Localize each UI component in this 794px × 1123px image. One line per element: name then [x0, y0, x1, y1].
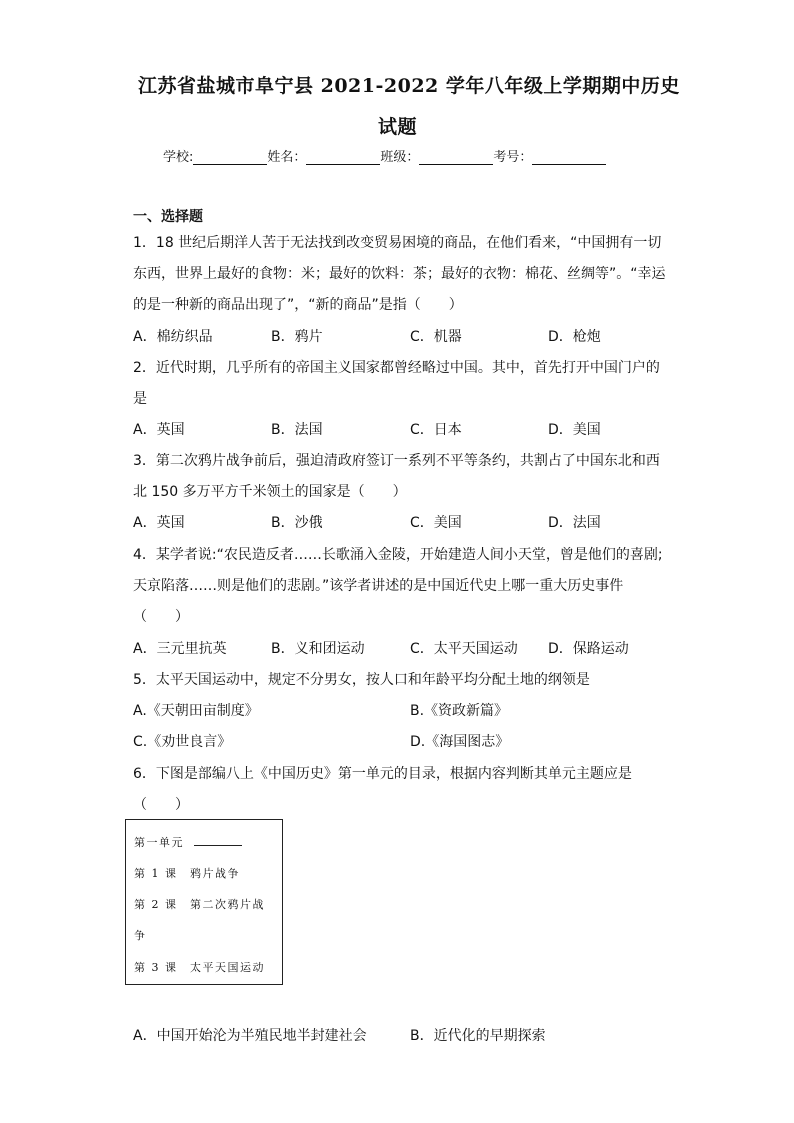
school-field[interactable]	[193, 150, 267, 165]
question-3-option-a[interactable]: A．英国	[133, 515, 185, 531]
document-title-line1: 江苏省盐城市阜宁县 2021-2022 学年八年级上学期期中历史	[138, 75, 680, 97]
question-5-option-a[interactable]: A.《天朝田亩制度》	[133, 703, 259, 719]
question-1-option-d[interactable]: D．枪炮	[548, 329, 601, 345]
question-6-line-1: 6．下图是部编八上《中国历史》第一单元的目录，根据内容判断其单元主题应是	[133, 766, 632, 782]
question-2-option-a[interactable]: A．英国	[133, 422, 185, 438]
question-4-option-d[interactable]: D．保路运动	[548, 641, 629, 657]
id-field[interactable]	[532, 150, 606, 165]
toc-lesson-1: 第 1 课 鸦片战争	[134, 867, 240, 880]
question-1-line-1: 1．18 世纪后期洋人苦于无法找到改变贸易困境的商品，在他们看来，“中国拥有一切	[133, 235, 662, 251]
toc-unit-heading: 第一单元	[134, 834, 242, 850]
question-1-option-b[interactable]: B．鸦片	[271, 329, 323, 345]
toc-lesson-3: 第 3 课 太平天国运动	[134, 961, 265, 974]
question-4-line-2: 天京陷落……则是他们的悲剧。”该学者讲述的是中国近代史上哪一重大历史事件	[133, 578, 624, 594]
school-label: 学校:	[163, 150, 194, 165]
question-2-line-2: 是	[133, 391, 147, 407]
question-6-option-b[interactable]: B．近代化的早期探索	[410, 1028, 546, 1044]
question-1-line-3: 的是一种新的商品出现了”，“新的商品”是指（ ）	[133, 297, 463, 313]
toc-lesson-2-continued: 争	[134, 929, 147, 942]
question-3-option-c[interactable]: C．美国	[410, 515, 462, 531]
toc-unit-blank	[194, 835, 242, 846]
question-1-option-a[interactable]: A．棉纺织品	[133, 329, 213, 345]
question-1-line-2: 东西，世界上最好的食物：米；最好的饮料：茶；最好的衣物：棉花、丝绸等”。“幸运	[133, 266, 666, 282]
document-title-line2: 试题	[378, 116, 418, 138]
student-info-row	[163, 146, 606, 165]
question-2-option-d[interactable]: D．美国	[548, 422, 601, 438]
section-heading: 一、选择题	[133, 209, 203, 225]
question-4-option-b[interactable]: B．义和团运动	[271, 641, 365, 657]
class-label: 班级：	[380, 150, 420, 165]
question-4-line-1: 4．某学者说:“农民造反者……长歌涌入金陵，开始建造人间小天堂，曾是他们的喜剧;	[133, 547, 663, 563]
toc-lesson-2: 第 2 课 第二次鸦片战	[134, 898, 265, 911]
unit-table-of-contents	[125, 819, 283, 985]
question-5-option-d[interactable]: D.《海国图志》	[410, 734, 510, 750]
question-2-line-1: 2．近代时期，几乎所有的帝国主义国家都曾经略过中国。其中，首先打开中国门户的	[133, 360, 660, 376]
question-4-option-c[interactable]: C．太平天国运动	[410, 641, 518, 657]
id-label: 考号：	[493, 150, 533, 165]
question-6-option-a[interactable]: A．中国开始沦为半殖民地半封建社会	[133, 1028, 367, 1044]
question-1-option-c[interactable]: C．机器	[410, 329, 462, 345]
name-label: 姓名：	[267, 150, 307, 165]
question-3-line-1: 3．第二次鸦片战争前后，强迫清政府签订一系列不平等条约，共割占了中国东北和西	[133, 453, 660, 469]
question-2-option-c[interactable]: C．日本	[410, 422, 462, 438]
question-5-option-b[interactable]: B.《资政新篇》	[410, 703, 509, 719]
name-field[interactable]	[306, 150, 380, 165]
question-5-line-1: 5．太平天国运动中，规定不分男女，按人口和年龄平均分配土地的纲领是	[133, 672, 590, 688]
question-2-option-b[interactable]: B．法国	[271, 422, 323, 438]
question-3-option-b[interactable]: B．沙俄	[271, 515, 323, 531]
question-4-option-a[interactable]: A．三元里抗英	[133, 641, 227, 657]
question-3-option-d[interactable]: D．法国	[548, 515, 601, 531]
question-6-line-2: （ ）	[133, 797, 189, 813]
class-field[interactable]	[419, 150, 493, 165]
question-4-line-3: （ ）	[133, 609, 189, 625]
question-3-line-2: 北 150 多万平方千米领土的国家是（ ）	[133, 484, 407, 500]
question-5-option-c[interactable]: C.《劝世良言》	[133, 734, 232, 750]
